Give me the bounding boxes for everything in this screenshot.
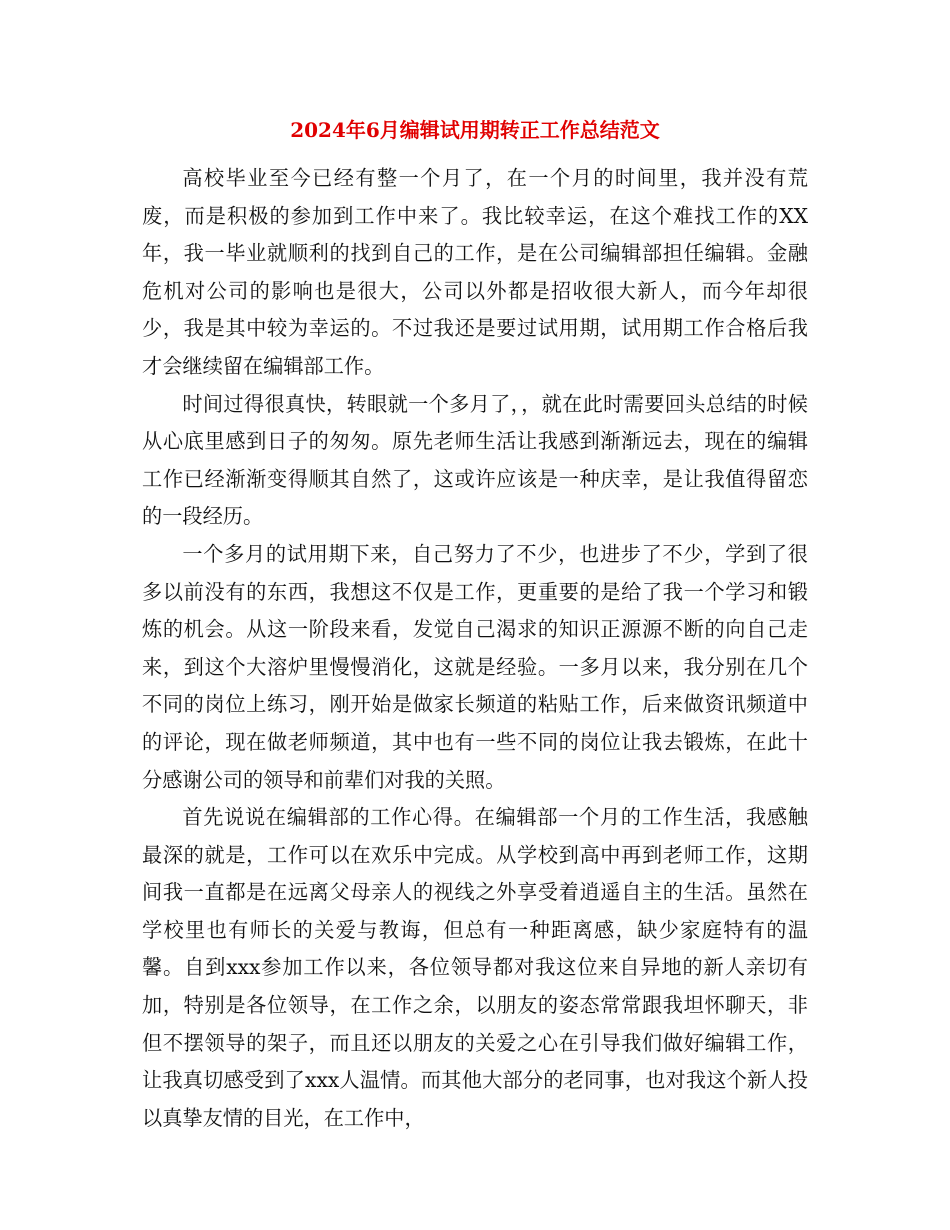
paragraph-4: 首先说说在编辑部的工作心得。在编辑部一个月的工作生活，我感触最深的就是，工作可以在欢乐中完成。从学校到高中再到老师工作，这期间我一直都是在远离父母亲人的视线之外享受着逍遥自主的生活。虽然在学校里也有师长的关爱与教诲，但总有一种距离感，缺少家庭特有的温馨。自到xxx参加工作以来，各位领导都对我这位来自异地的新人亲切有加，特别是各位领导，在工作之余，以朋友的姿态常常跟我坦怀聊天，非但不摆领导的架子，而且还以朋友的关爱之心在引导我们做好编辑工作，让我真切感受到了xxx人温情。而其他大部分的老同事，也对我这个新人投以真挚友情的目光，在工作中， <box>142 805 808 1130</box>
paragraph-1: 高校毕业至今已经有整一个月了，在一个月的时间里，我并没有荒废，而是积极的参加到工作中来了。我比较幸运，在这个难找工作的XX年，我一毕业就顺利的找到自己的工作，是在公司编辑部担任编辑。金融危机对公司的影响也是很大，公司以外都是招收很大新人，而今年却很少，我是其中较为幸运的。不过我还是要过试用期，试用期工作合格后我才会继续留在编辑部工作。 <box>142 166 808 378</box>
paragraph-2: 时间过得很真快，转眼就一个多月了，，就在此时需要回头总结的时候从心底里感到日子的匆匆。原先老师生活让我感到渐渐远去，现在的编辑工作已经渐渐变得顺其自然了，这或许应该是一种庆幸，是让我值得留恋的一段经历。 <box>142 391 808 529</box>
document-title: 2024年6月编辑试用期转正工作总结范文 <box>290 118 660 142</box>
paragraph-3: 一个多月的试用期下来，自己努力了不少，也进步了不少，学到了很多以前没有的东西，我想这不仅是工作，更重要的是给了我一个学习和锻炼的机会。从这一阶段来看，发觉自己渴求的知识正源源不断的向自己走来，到这个大溶炉里慢慢消化，这就是经验。一多月以来，我分别在几个不同的岗位上练习，刚开始是做家长频道的粘贴工作，后来做资讯频道中的评论，现在做老师频道，其中也有一些不同的岗位让我去锻炼，在此十分感谢公司的领导和前辈们对我的关照。 <box>142 541 808 792</box>
